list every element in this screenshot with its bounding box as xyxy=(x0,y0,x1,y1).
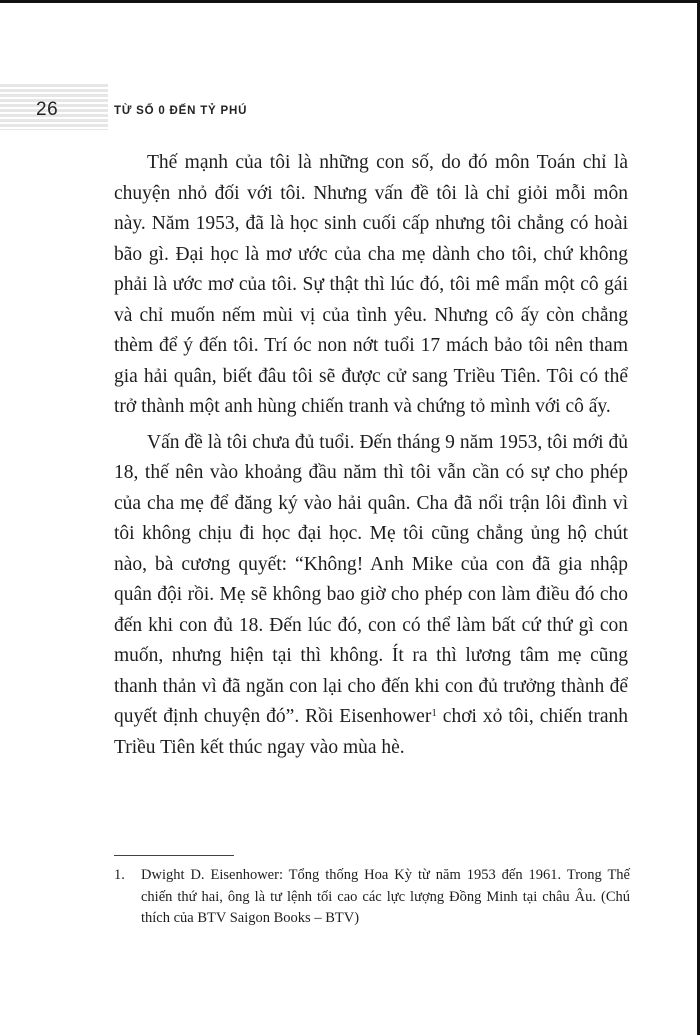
paragraph-text: chơi xỏ tôi, chiến tranh Triều Tiên kết thúc ngay vào mùa hè. xyxy=(114,706,629,758)
footnote xyxy=(114,865,630,930)
body-text xyxy=(114,148,628,768)
paragraph-text: Vấn đề là tôi chưa đủ tuổi. Đến tháng 9 năm 1953, tôi mới đủ 18, thế nên vào khoảng đầu năm thì tôi vẫn cần có sự cho phép của cha mẹ để đăng ký vào hải quân. Cha đã nổi trận lôi đình vì tôi không chịu đi học đại học. Mẹ tôi cũng chẳng ủng hộ chút nào, bà cương quyết: “Không! Anh Mike của con đã gia nhập quân đội rồi. Mẹ sẽ không bao giờ cho phép con làm điều đó cho đến khi con đủ 18. Đến lúc đó, con có thể làm bất cứ thứ gì con muốn, nhưng hiện tại thì không. Ít ra thì lương tâm mẹ cũng thanh thản vì đã ngăn con lại cho đến khi con đủ trưởng thành để quyết định chuyện đó”. Rồi Eisenhower xyxy=(114,431,628,727)
footnote-reference[interactable]: 1 xyxy=(431,707,437,719)
footnote-divider xyxy=(114,855,234,856)
footnote-text: Dwight D. Eisenhower: Tổng thống Hoa Kỳ từ năm 1953 đến 1961. Trong Thế chiến thứ hai, ông là tư lệnh tối cao các lực lượng Đồng Minh tại châu Âu. (Chú thích của BTV Saigon Books – BTV) xyxy=(141,867,630,926)
paragraph: Thế mạnh của tôi là những con số, do đó môn Toán chỉ là chuyện nhỏ đối với tôi. Nhưng vấn đề tôi là chỉ giỏi mỗi môn này. Năm 1953, đã là học sinh cuối cấp nhưng tôi chẳng có hoài bão gì. Đại học là mơ ước của cha mẹ dành cho tôi, chứ không phải là ước mơ của tôi. Sự thật thì lúc đó, tôi mê mẩn một cô gái và chỉ muốn nếm mùi vị của tình yêu. Nhưng cô ấy còn chẳng thèm để ý đến tôi. Trí óc non nớt tuổi 17 mách bảo tôi nên tham gia hải quân, biết đâu tôi sẽ được cử sang Triều Tiên. Tôi có thể trở thành một anh hùng chiến tranh và chứng tỏ mình với cô ấy. xyxy=(114,152,628,417)
paragraph xyxy=(114,428,628,764)
page-number: 26 xyxy=(36,99,59,120)
running-title: TỪ SỐ 0 ĐẾN TỶ PHÚ xyxy=(114,105,248,117)
page-border-top xyxy=(0,0,700,3)
footnote-number: 1. xyxy=(114,867,125,883)
